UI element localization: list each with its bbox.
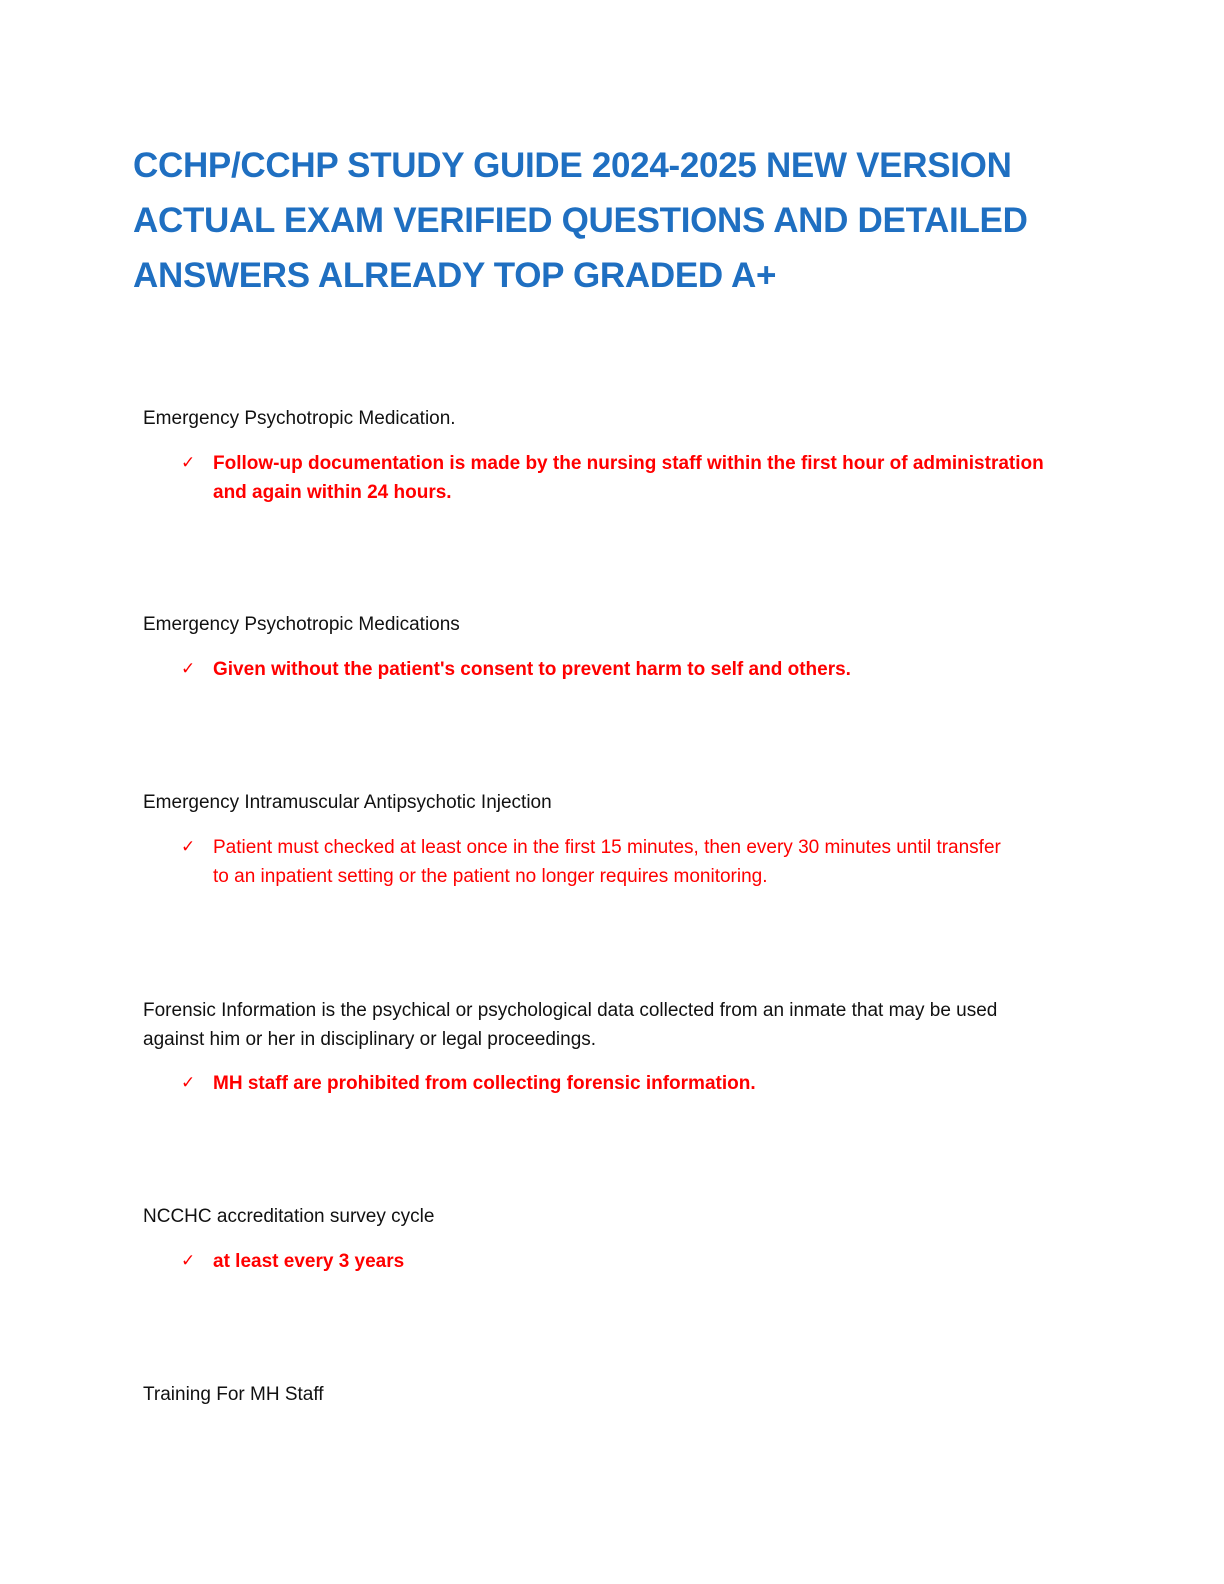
answer-text: Given without the patient's consent to prevent harm to self and others. <box>213 659 851 680</box>
answer-item <box>181 1069 756 1098</box>
question-text: Emergency Intramuscular Antipsychotic Injection <box>143 792 552 813</box>
checkmark-icon: ✓ <box>181 837 196 857</box>
checkmark-icon: ✓ <box>181 453 196 473</box>
answer-item <box>181 449 1044 507</box>
question-text: Emergency Psychotropic Medications <box>143 614 460 635</box>
answer-text: MH staff are prohibited from collecting forensic information. <box>213 1073 756 1094</box>
checkmark-icon: ✓ <box>181 659 196 679</box>
answer-text: at least every 3 years <box>213 1251 405 1272</box>
answer-text: Follow-up documentation is made by the nursing staff within the first hour of administration and again within 24 hours. <box>213 453 1044 503</box>
answer-item <box>181 655 851 684</box>
question-text: Emergency Psychotropic Medication. <box>143 408 456 429</box>
checkmark-icon: ✓ <box>181 1073 196 1093</box>
title-line: ACTUAL EXAM VERIFIED QUESTIONS AND DETAILED <box>133 201 1028 240</box>
question-text: Forensic Information is the psychical or psychological data collected from an inmate that may be used against him or her in disciplinary or legal proceedings. <box>143 1000 998 1050</box>
answer-item <box>181 1247 404 1276</box>
question-text: NCCHC accreditation survey cycle <box>143 1206 435 1227</box>
answer-text: Patient must checked at least once in the first 15 minutes, then every 30 minutes until transfer to an inpatient setting or the patient no longer requires monitoring. <box>213 837 1001 887</box>
document-title <box>133 138 1093 303</box>
answer-item <box>181 833 1001 891</box>
title-line: ANSWERS ALREADY TOP GRADED A+ <box>133 256 777 295</box>
question-text: Training For MH Staff <box>143 1384 324 1405</box>
checkmark-icon: ✓ <box>181 1251 196 1271</box>
title-line: CCHP/CCHP STUDY GUIDE 2024-2025 NEW VERSION <box>133 146 1012 185</box>
